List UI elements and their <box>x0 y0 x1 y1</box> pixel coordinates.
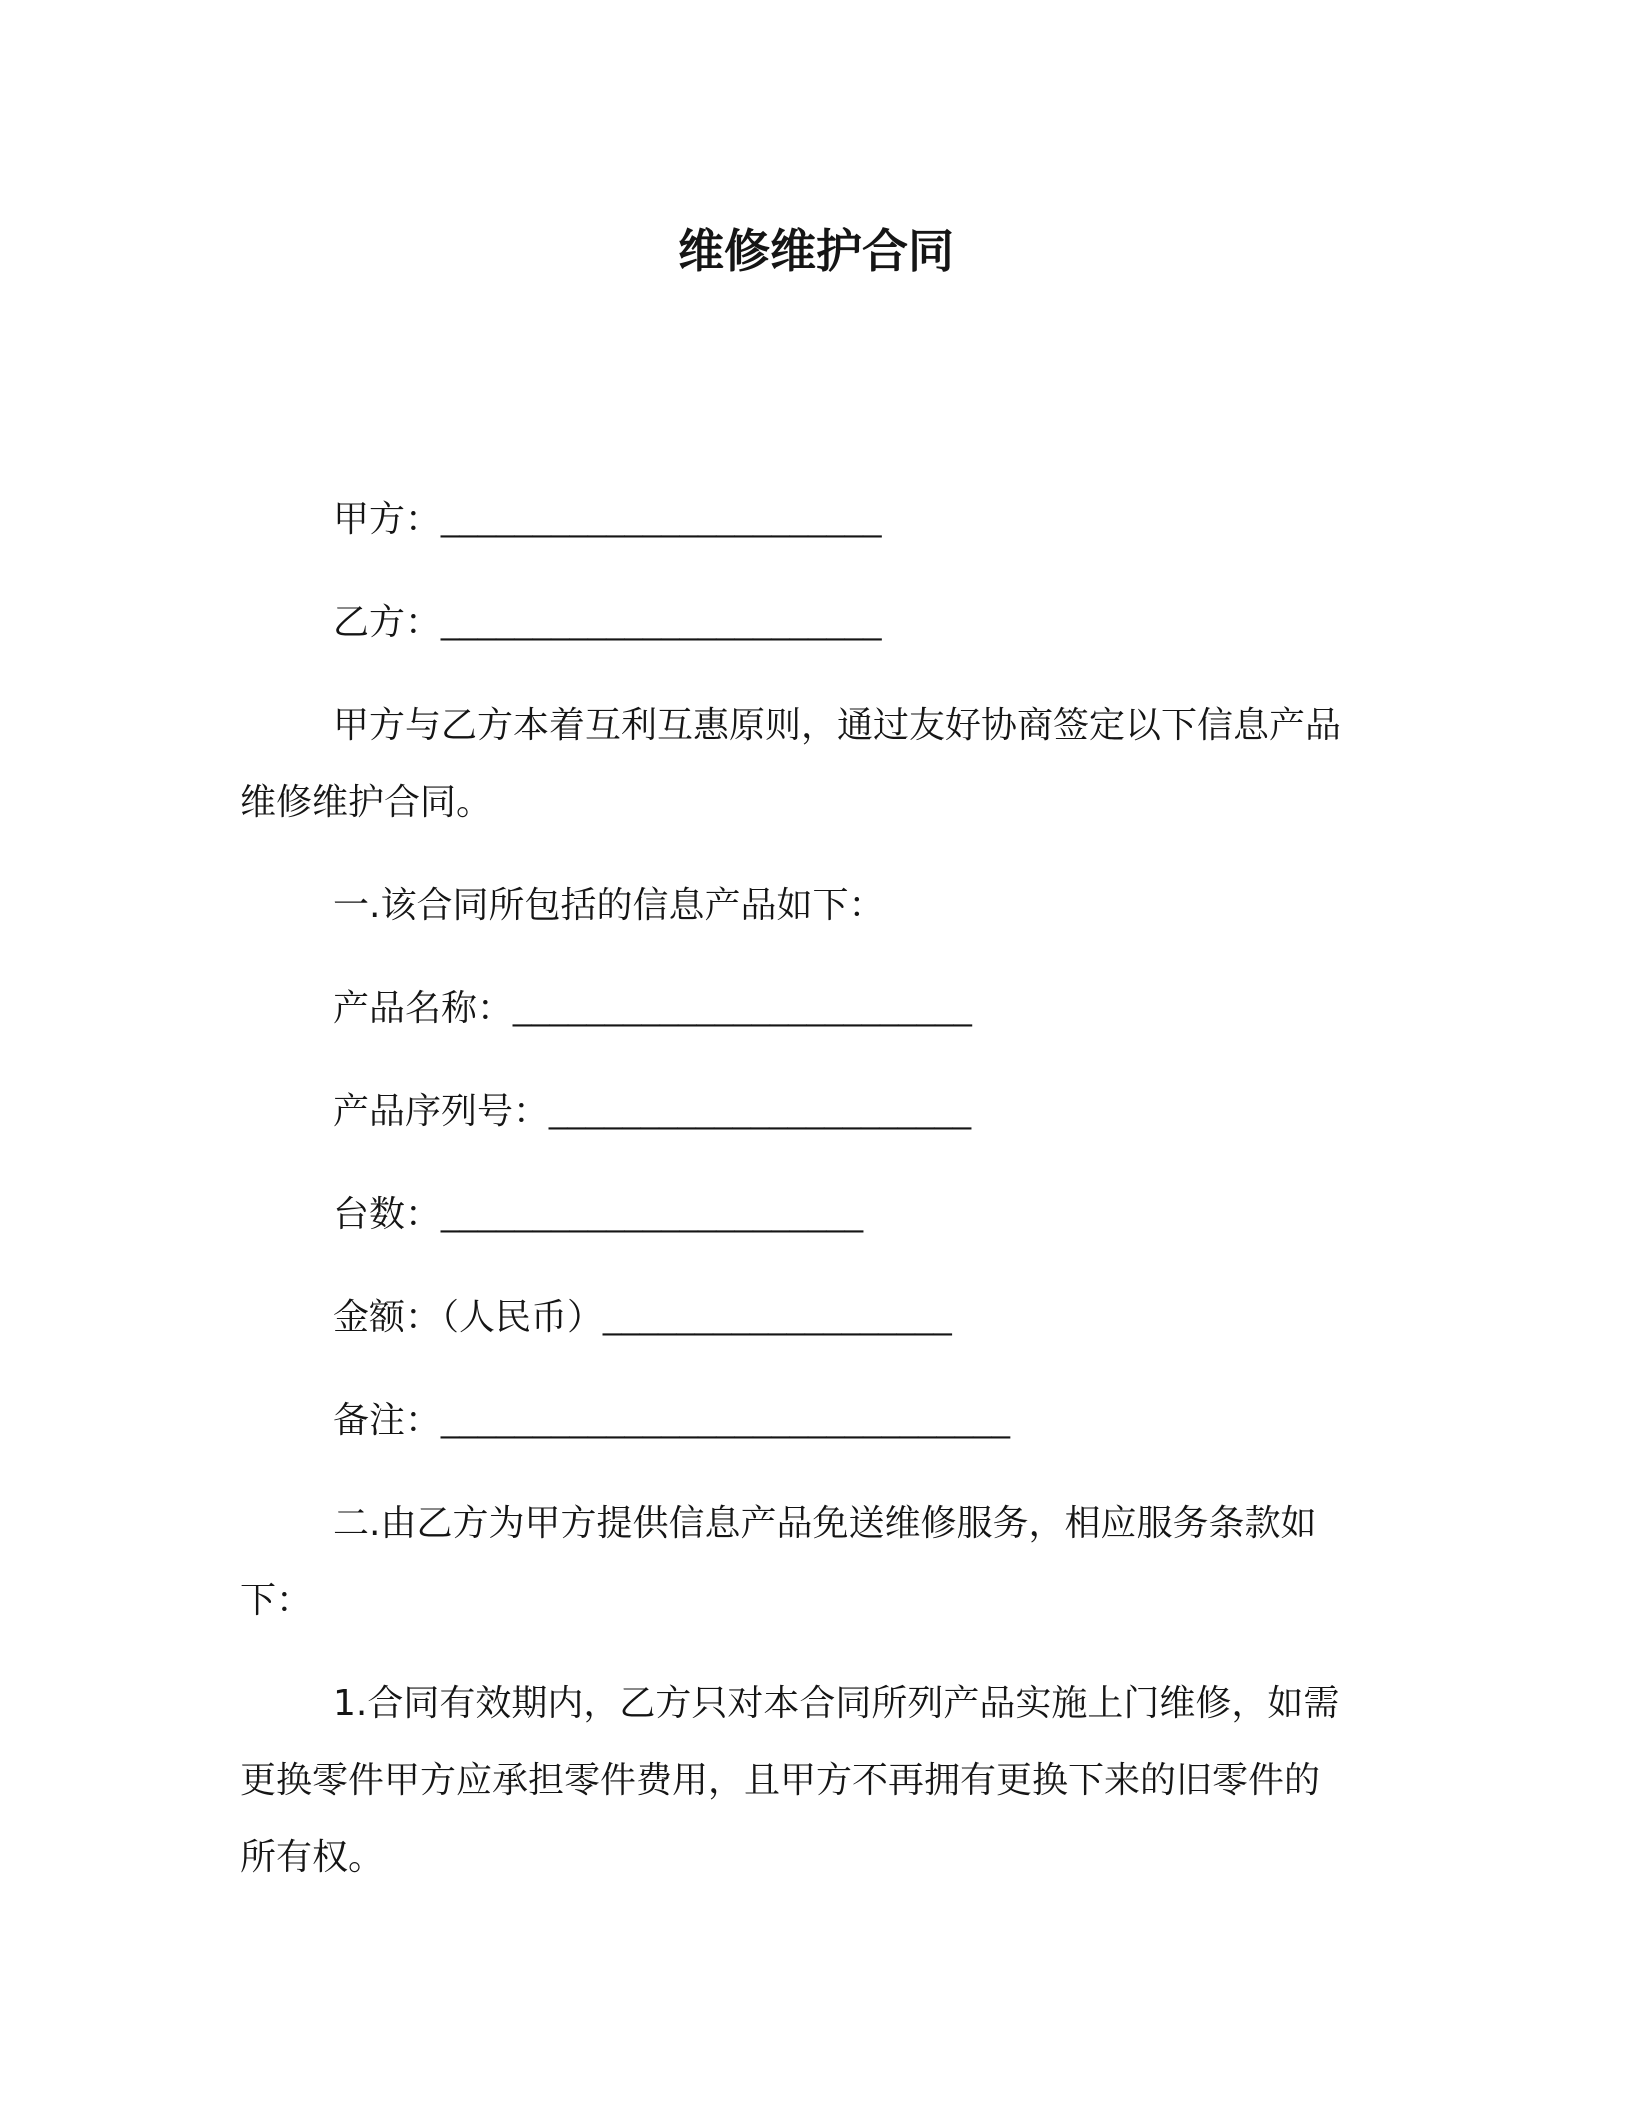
quantity-label: 台数： <box>333 1194 442 1235</box>
party-b-field <box>240 584 1390 661</box>
intro-paragraph <box>240 687 1390 841</box>
serial-number-label: 产品序列号： <box>333 1091 550 1132</box>
product-name-field <box>240 970 1390 1047</box>
clause-1-line-3: 所有权。 <box>240 1837 385 1878</box>
party-a-field <box>240 481 1390 558</box>
intro-line-2: 维修维护合同。 <box>240 782 493 823</box>
amount-line <box>240 1279 1390 1356</box>
serial-number-line <box>240 1073 1390 1150</box>
amount-blank: ___________________ <box>603 1299 952 1336</box>
product-name-line <box>240 970 1390 1047</box>
party-a-line <box>240 481 1390 558</box>
section2-line-1: 二.由乙方为甲方提供信息产品免送维修服务，相应服务条款如 <box>333 1503 1317 1544</box>
quantity-line <box>240 1176 1390 1253</box>
serial-number-blank: _______________________ <box>549 1093 972 1130</box>
serial-number-field <box>240 1073 1390 1150</box>
intro-line-1: 甲方与乙方本着互利互惠原则，通过友好协商签定以下信息产品 <box>333 705 1342 746</box>
document-title: 维修维护合同 <box>678 224 954 278</box>
product-name-blank: _________________________ <box>513 990 972 1027</box>
party-b-blank: ________________________ <box>441 604 882 641</box>
party-b-line <box>240 584 1390 661</box>
party-a-label: 甲方： <box>333 499 442 540</box>
clause-1-line-1: 1.合同有效期内，乙方只对本合同所列产品实施上门维修，如需 <box>333 1683 1340 1724</box>
quantity-field <box>240 1176 1390 1253</box>
remarks-blank: _______________________________ <box>441 1402 1010 1439</box>
remarks-field <box>240 1382 1390 1459</box>
product-name-label: 产品名称： <box>333 988 514 1029</box>
clause-1-line-2: 更换零件甲方应承担零件费用，且甲方不再拥有更换下来的旧零件的 <box>240 1760 1321 1801</box>
document-body <box>240 481 1390 1922</box>
clause-1-paragraph <box>240 1665 1390 1896</box>
remarks-line <box>240 1382 1390 1459</box>
remarks-label: 备注： <box>333 1400 442 1441</box>
section1-heading <box>240 867 1390 944</box>
quantity-blank: _______________________ <box>441 1196 864 1233</box>
section1-heading-line: 一.该合同所包括的信息产品如下： <box>333 885 885 926</box>
section2-paragraph <box>240 1485 1390 1639</box>
party-a-blank: ________________________ <box>441 501 882 538</box>
party-b-label: 乙方： <box>333 602 442 643</box>
section2-line-2: 下： <box>240 1580 313 1621</box>
amount-field <box>240 1279 1390 1356</box>
amount-label: 金额：（人民币） <box>333 1297 604 1338</box>
